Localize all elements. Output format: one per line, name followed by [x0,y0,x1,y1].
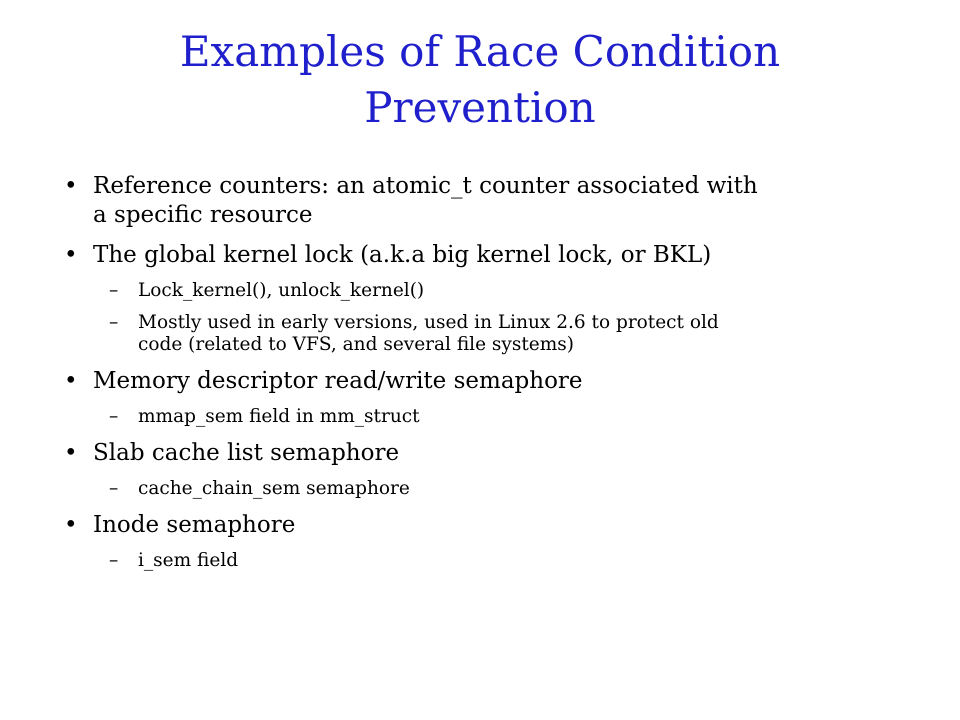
bullet-text-line: a specific resource [93,202,313,228]
dash-marker: – [109,280,119,301]
dash-marker: – [109,406,119,427]
dash-marker: – [109,550,119,571]
bullet-marker: • [64,440,78,466]
sub-bullet-item [60,406,900,428]
dash-marker: – [109,478,119,499]
bullet-text-line: The global kernel lock (a.k.a big kernel lock, or BKL) [93,242,712,268]
bullet-text-line: Slab cache list semaphore [93,440,400,466]
dash-marker: – [109,312,119,333]
bullet-marker: • [64,242,78,268]
bullet-text-line: Memory descriptor read/write semaphore [93,368,583,394]
sub-bullet-text-line: i_sem field [138,550,239,571]
bullet-marker: • [64,512,78,538]
bullet-item [60,367,900,396]
bullet-item [60,172,900,230]
bullet-item [60,439,900,468]
bullet-marker: • [64,173,78,199]
sub-bullet-text-line: Lock_kernel(), unlock_kernel() [138,280,425,301]
sub-bullet-text-line: Mostly used in early versions, used in Linux 2.6 to protect old [138,312,719,333]
sub-bullet-item [60,550,900,572]
sub-bullet-text-line: mmap_sem field in mm_struct [138,406,420,427]
title-line-1: Examples of Race Condition [179,27,781,76]
sub-bullet-text-line: code (related to VFS, and several file systems) [138,334,574,355]
bullet-item [60,241,900,270]
bullet-text-line: Inode semaphore [93,512,296,538]
bullet-marker: • [64,368,78,394]
title-line-2: Prevention [364,83,596,132]
sub-bullet-text-line: cache_chain_sem semaphore [138,478,410,499]
sub-bullet-item [60,312,900,356]
sub-bullet-item [60,478,900,500]
bullet-item [60,511,900,540]
slide-title [80,24,880,136]
sub-bullet-item [60,280,900,302]
bullet-text-line: Reference counters: an atomic_t counter associated with [93,173,758,199]
bullet-list [60,172,900,572]
